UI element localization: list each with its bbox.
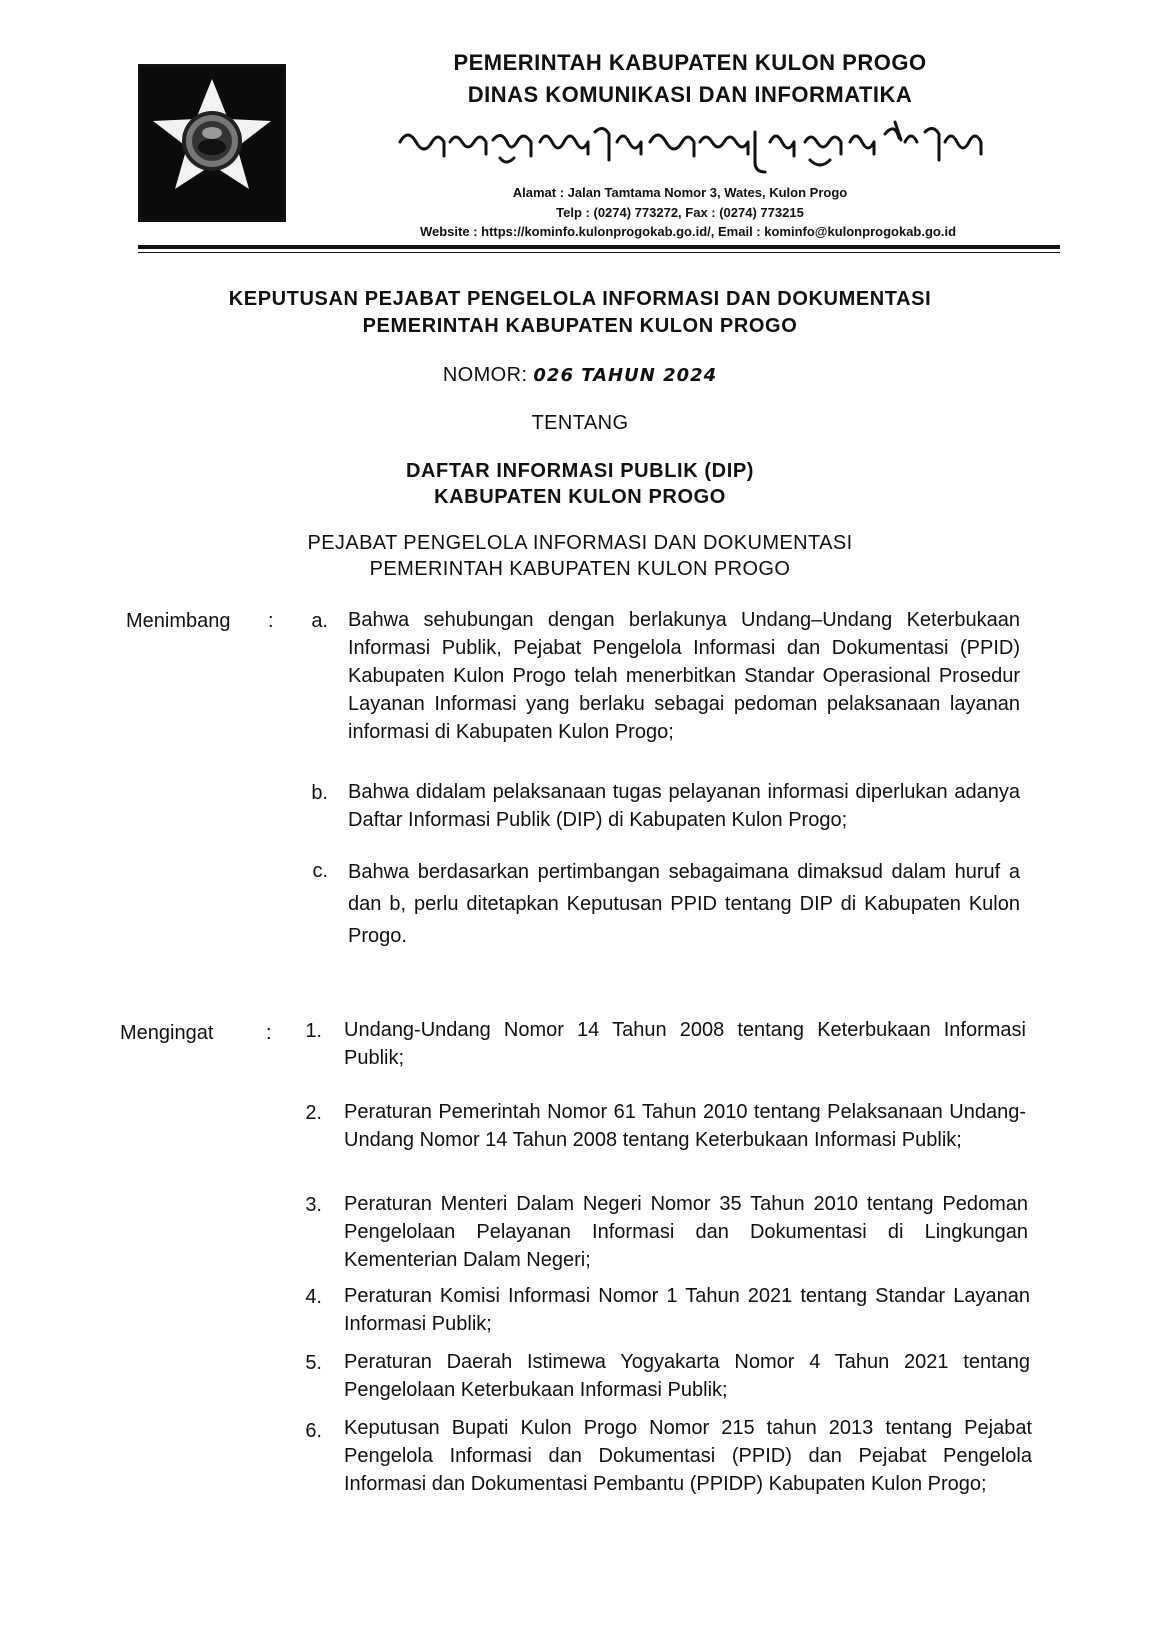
menimbang-item-a: Bahwa sehubungan dengan berlakunya Undang–Undang Keterbukaan Informasi Publik, Pejabat Pengelola Informasi dan Dokumentasi (PPID) Kabupaten Kulon Progo telah menerbitkan Standar Operasional Prosedur Layanan Informasi yang berlaku sebagai pedoman pelaksanaan layanan informasi di Kabupaten Kulon Progo; — [348, 609, 1020, 743]
menimbang-label: Menimbang — [126, 610, 231, 632]
tentang-heading: TENTANG — [531, 412, 629, 434]
mengingat-item-6: Keputusan Bupati Kulon Progo Nomor 215 tahun 2013 tentang Pejabat Pengelola Informasi dan Dokumentasi (PPID) dan Pejabat Pengelola Informasi dan Dokumentasi Pembantu (PPIDP) Kabupaten Kulon Progo; — [344, 1417, 1032, 1495]
nomor-label: NOMOR: — [442, 364, 528, 386]
mengingat-item-1: Undang-Undang Nomor 14 Tahun 2008 tentang Keterbukaan Informasi Publik; — [344, 1019, 1026, 1069]
mengingat-label: Mengingat — [120, 1022, 214, 1044]
mengingat-marker-6: 6. — [305, 1420, 322, 1442]
nomor-line — [80, 364, 1080, 387]
menimbang-colon: : — [268, 610, 274, 632]
mengingat-item-3: Peraturan Menteri Dalam Negeri Nomor 35 Tahun 2010 tentang Pedoman Pengelolaan Pelayanan Informasi dan Dokumentasi di Lingkungan Kementerian Dalam Negeri; — [344, 1193, 1028, 1271]
mengingat-marker-1: 1. — [305, 1020, 322, 1042]
phone-fax-line: Telp : (0274) 773272, Fax : (0274) 773215 — [556, 205, 804, 220]
mengingat-marker-5: 5. — [305, 1352, 322, 1374]
menimbang-marker-a: a. — [311, 610, 328, 632]
website-email-line: Website : https://kominfo.kulonprogokab.go.id/, Email : kominfo@kulonprogokab.go.id — [419, 224, 957, 239]
org-name-line2: DINAS KOMUNIKASI DAN INFORMATIKA — [467, 82, 913, 107]
menimbang-marker-c: c. — [312, 860, 328, 882]
kulon-progo-emblem — [138, 64, 286, 222]
org-name-line1: PEMERINTAH KABUPATEN KULON PROGO — [453, 50, 927, 75]
subject-line2: KABUPATEN KULON PROGO — [434, 486, 726, 508]
mengingat-item-5: Peraturan Daerah Istimewa Yogyakarta Nomor 4 Tahun 2021 tentang Pengelolaan Keterbukaan Informasi Publik; — [344, 1351, 1030, 1401]
decision-title-line1: KEPUTUSAN PEJABAT PENGELOLA INFORMASI DAN DOKUMENTASI — [228, 288, 932, 310]
mengingat-item-4: Peraturan Komisi Informasi Nomor 1 Tahun 2021 tentang Standar Layanan Informasi Publik; — [344, 1285, 1030, 1335]
subject-line1: DAFTAR INFORMASI PUBLIK (DIP) — [405, 460, 755, 482]
menimbang-marker-b: b. — [311, 782, 328, 804]
nomor-handwritten-value: 026 TAHUN 2024 — [533, 365, 718, 386]
mengingat-marker-4: 4. — [305, 1286, 322, 1308]
issuer-line2: PEMERINTAH KABUPATEN KULON PROGO — [369, 558, 791, 580]
issuer-line1: PEJABAT PENGELOLA INFORMASI DAN DOKUMENTASI — [307, 532, 853, 554]
decision-title-line2: PEMERINTAH KABUPATEN KULON PROGO — [362, 315, 798, 337]
letterhead-thick-rule — [138, 245, 1060, 249]
mengingat-marker-2: 2. — [305, 1102, 322, 1124]
menimbang-item-c: Bahwa berdasarkan pertimbangan sebagaimana dimaksud dalam huruf a dan b, perlu ditetapkan Keputusan PPID tentang DIP di Kabupaten Kulon Progo. — [348, 861, 1020, 947]
address-line: Alamat : Jalan Tamtama Nomor 3, Wates, Kulon Progo — [512, 185, 848, 200]
mengingat-colon: : — [266, 1022, 272, 1044]
letterhead-thin-rule — [138, 252, 1060, 253]
mengingat-item-2: Peraturan Pemerintah Nomor 61 Tahun 2010 tentang Pelaksanaan Undang-Undang Nomor 14 Tahun 2008 tentang Keterbukaan Informasi Publik; — [344, 1101, 1026, 1151]
menimbang-item-b: Bahwa didalam pelaksanaan tugas pelayanan informasi diperlukan adanya Daftar Informasi Publik (DIP) di Kabupaten Kulon Progo; — [348, 781, 1020, 831]
javanese-script-org-name — [395, 112, 995, 182]
mengingat-marker-3: 3. — [305, 1194, 322, 1216]
